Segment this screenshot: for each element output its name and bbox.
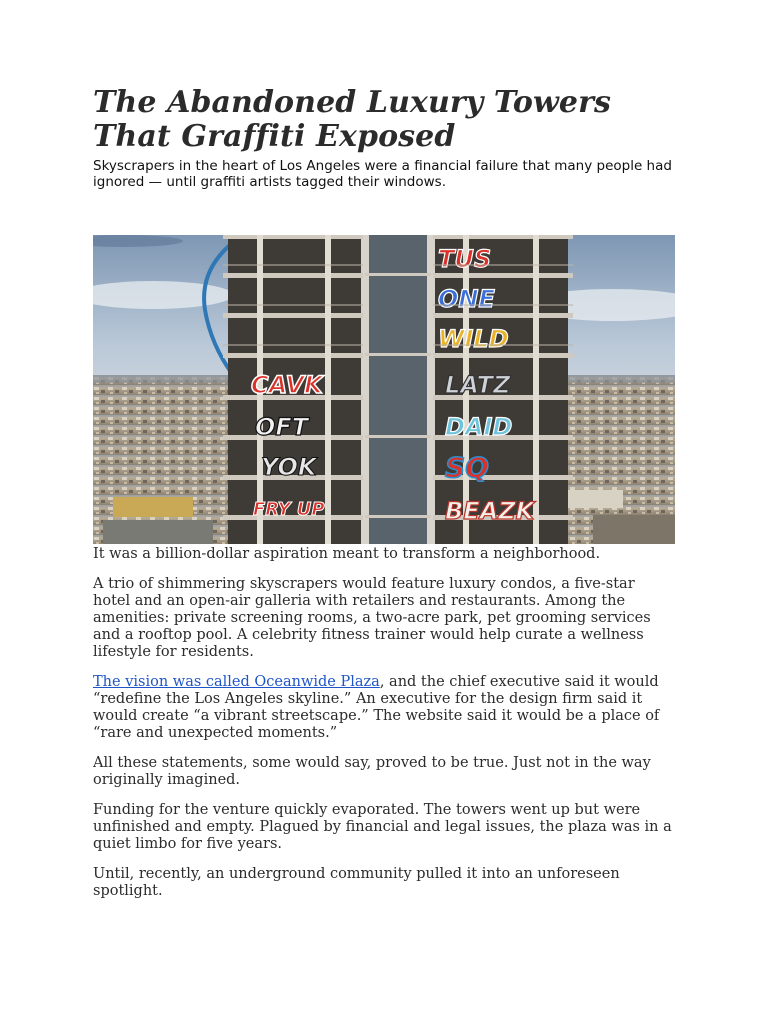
- graffiti-tag: BEAZK: [445, 497, 535, 525]
- headline-line-1: The Abandoned Luxury Towers: [93, 85, 611, 120]
- graffiti-tag: WILD: [438, 325, 509, 353]
- oceanwide-plaza-link[interactable]: The vision was called Oceanwide Plaza: [93, 674, 380, 690]
- graffiti-tag: CAVK: [251, 371, 323, 399]
- paragraph: Until, recently, an underground community pulled it into an unforeseen spotlight.: [93, 866, 620, 899]
- graffiti-tag: LATZ: [445, 371, 511, 399]
- paragraph-text: , and the chief executive said it would “redefine the Los Angeles skyline.” An executive for the design firm said it would create “a vibrant streetscape.” The website said it would be a place of “rare and unexpected moments.”: [93, 674, 660, 741]
- graffiti-tower-photo: [93, 235, 675, 544]
- graffiti-tag: SQ: [445, 451, 489, 484]
- article-body: [93, 546, 675, 913]
- article: [93, 85, 675, 899]
- graffiti-tag: OFT: [255, 413, 309, 441]
- graffiti-tag: ONE: [438, 285, 495, 313]
- paragraph: A trio of shimmering skyscrapers would feature luxury condos, a five-star hotel and an open-air galleria with retailers and restaurants. Among the amenities: private screening rooms, a two-acre park, pet grooming services and a rooftop pool. A celebrity fitness trainer would help curate a wellness lifestyle for residents.: [93, 576, 651, 660]
- graffiti-tag: YOK: [261, 453, 317, 481]
- paragraph: [93, 674, 675, 742]
- paragraph: All these statements, some would say, proved to be true. Just not in the way originally imagined.: [93, 755, 651, 788]
- headline-line-2: That Graffiti Exposed: [93, 119, 456, 154]
- paragraph: Funding for the venture quickly evaporated. The towers went up but were unfinished and empty. Plagued by financial and legal issues, the plaza was in a quiet limbo for five years.: [93, 802, 672, 852]
- graffiti-tag: FRY UP: [253, 499, 325, 520]
- dek: Skyscrapers in the heart of Los Angeles were a financial failure that many people had ignored — until graffiti artists tagged their windows.: [93, 158, 672, 190]
- paragraph: It was a billion-dollar aspiration meant to transform a neighborhood.: [93, 546, 601, 562]
- headline: [93, 86, 675, 154]
- graffiti-tag: DAID: [445, 413, 513, 441]
- lead-image: [93, 235, 675, 544]
- graffiti-tag: TUS: [438, 245, 492, 273]
